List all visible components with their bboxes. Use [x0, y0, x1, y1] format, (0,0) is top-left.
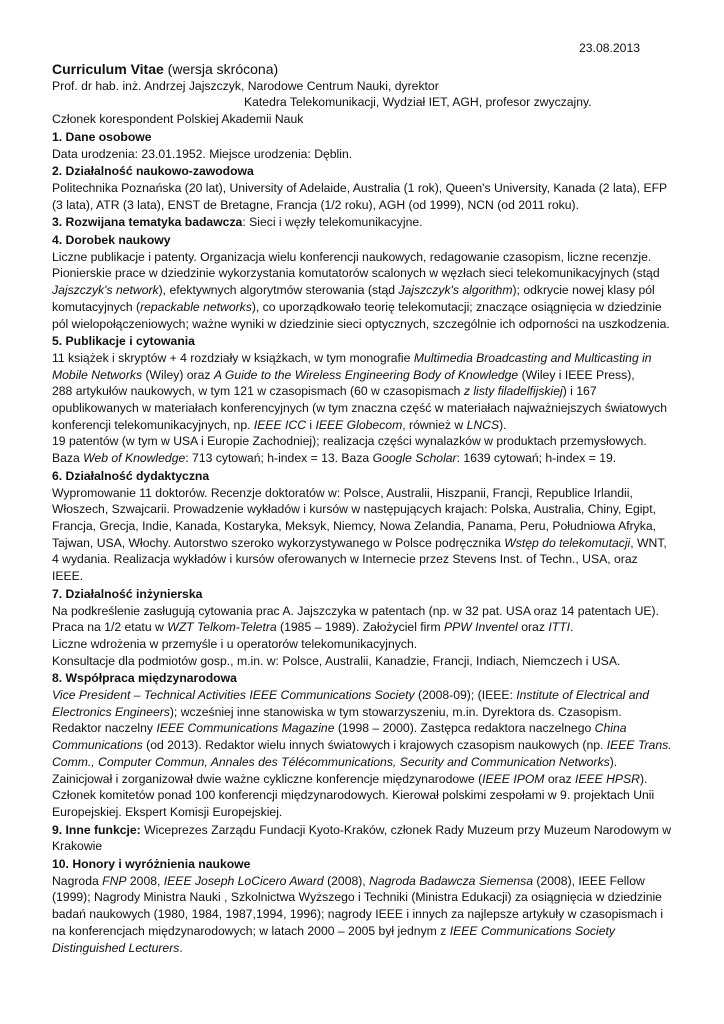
title-bold: Curriculum Vitae — [52, 60, 164, 77]
italic-run: IEEE IPOM — [482, 771, 545, 786]
header-line-1: Prof. dr hab. inż. Andrzej Jajszczyk, Narodowe Centrum Nauki, dyrektor — [52, 78, 439, 93]
italic-run: IEEE Communications Society Distinguished Lecturers — [52, 923, 615, 955]
section-7-line-1: Na podkreślenie zasługują cytowania prac A. Jajszczyka w patentach (np. w 32 pat. USA oraz 14 patentach UE). — [52, 603, 659, 618]
section-1-heading: 1. Dane osobowe — [52, 129, 152, 144]
text-run: , WNT, 4 wydania. Realizacja wykładów i kursów oferowanych w Internecie przez Stevens Inst. of Techn., USA, oraz IEEE. — [52, 535, 667, 584]
text-run: (Wiley) oraz — [142, 367, 214, 382]
section-7-heading: 7. Działalność inżynierska — [52, 586, 203, 601]
section-5-books — [52, 350, 672, 383]
section-7-line-4: Konsultacje dla podmiotów gosp., m.in. w: Polsce, Australii, Kanadzie, Francji, Indiach, Niemczech i USA. — [52, 653, 621, 668]
text-run: Wypromowanie 11 doktorów. Recenzje doktoratów w: Polsce, Australii, Hiszpanii, Francji, Republice Irlandii, Włoszech, Szwajcarii. Prowadzenie wykładów i kursów w następujących krajach: Polska, Australia, Chiny, Egipt, Francja, Grecja, Indie, Kanada, Kostaryka, Meksyk, Niemcy, Nowa Zelandia, Panama, Peru, Południowa Afryka, Tajwan, USA, Włochy. Autorstwo szeroko wykorzystywanego w Polsce podręcznika — [52, 485, 657, 550]
text-run: (od 2013). Redaktor wielu innych światowych i krajowych czasopism naukowych (np. — [142, 738, 607, 753]
section-1-text: Data urodzenia: 23.01.1952. Miejsce urodzenia: Dęblin. — [52, 146, 353, 161]
section-5-heading: 5. Publikacje i cytowania — [52, 334, 195, 349]
section-2-text: Politechnika Poznańska (20 lat), University of Adelaide, Australia (1 rok), Queen's University, Kanada (2 lata), EFP (3 lata), ATR (3 lata), ENST de Bretagne, Francja (1/2 roku), AGH (od 1999), NCN (od 2011 roku). — [52, 180, 667, 212]
document-date: 23.08.2013 — [579, 41, 640, 55]
italic-run: A Guide to the Wireless Engineering Body of Knowledge — [213, 367, 519, 382]
text-run: ), efektywnych algorytmów sterowania (stąd — [158, 283, 399, 298]
section-8-para-4: Członek komitetów ponad 100 konferencji międzynarodowych. Kierował polskimi zespołami w 9. projektach Unii Europejskiej. Ekspert Komisji Europejskiej. — [52, 788, 655, 819]
italic-run: Wstęp do telekomutacji — [504, 535, 631, 550]
section-3-heading: 3. Rozwijana tematyka badawcza — [52, 215, 243, 230]
text-run: : 713 cytowań; h-index = 13. Baza — [185, 451, 373, 466]
text-run: ). — [609, 754, 618, 769]
text-run: ); odkrycie nowej klasy pól komutacyjnych ( — [52, 283, 655, 314]
section-8-para-3 — [52, 771, 672, 788]
text-run: ), co uporządkowało teorię telekomutacji; znaczące osiągnięcia w dziedzinie pól wielopołączeniowych; ważne wyniki w dziedzinie sieci optycznych, szczególnie ich odporności na uszkodzenia. — [52, 299, 670, 331]
text-run: 11 książek i skryptów + 4 rozdziały w książkach, w tym monografie — [52, 350, 414, 365]
text-run: (2008), — [323, 873, 370, 888]
document-title — [52, 60, 672, 78]
text-run: ). — [499, 417, 507, 432]
text-run: oraz — [517, 620, 549, 635]
section-7-line-3: Liczne wdrożenia w przemyśle i u operatorów telekomunikacyjnych. — [52, 636, 418, 651]
italic-run: IEEE Joseph LoCicero Award — [163, 873, 324, 888]
section-10-heading: 10. Honory i wyróżnienia naukowe — [52, 857, 251, 872]
text-run: Baza — [52, 451, 84, 466]
italic-run: Jajszczyk's network — [52, 283, 159, 298]
italic-run: IEEE HPSR — [574, 771, 640, 786]
italic-run: Vice President – Technical Activities IEEE Communications Society — [52, 688, 415, 703]
cv-document — [52, 40, 672, 956]
text-run: Zainicjował i zorganizował dwie ważne cykliczne konferencje międzynarodowe ( — [52, 771, 483, 786]
section-4-text — [52, 249, 672, 333]
italic-run: ITTI — [548, 620, 570, 635]
text-run: ) i 167 opublikowanych w materiałach konferencyjnych (w tym znaczna część w materiałach najważniejszych światowych konferencji telekomunikacyjnych, np. — [52, 384, 668, 432]
section-3-text: : Sieci i węzły telekomunikacyjne. — [242, 215, 423, 230]
italic-run: Institute of Electrical and Electronics Engineers — [52, 688, 650, 719]
italic-run: FNP — [102, 873, 127, 888]
text-run: 2008, — [126, 873, 164, 888]
header-line-3: Członek korespondent Polskiej Akademii Nauk — [52, 112, 304, 127]
text-run: Nagroda — [52, 873, 103, 888]
italic-run: IEEE ICC — [253, 417, 307, 432]
section-6-text — [52, 485, 672, 585]
text-run: oraz — [544, 771, 575, 786]
text-run: (2008), IEEE Fellow (1999); Nagrody Ministra Nauki , Szkolnictwa Wyższego i Techniki (Ministra Edukacji) za osiągnięcia w dziedzinie badań naukowych (1980, 1984, 1987,1994, 1996); nagrody IEEE i innych za najlepsze artykuły w czasopismach i na konferencjach międzynarodowych; w latach 2000 – 2005 był jednym z — [52, 873, 664, 938]
text-run: (1998 – 2000). Zastępca redaktora naczelnego — [334, 721, 595, 736]
italic-run: LNCS — [466, 417, 500, 432]
title-rest: (wersja skrócona) — [163, 60, 279, 77]
italic-run: PPW Inventel — [443, 620, 518, 635]
text-run: ); wcześniej inne stanowiska w tym stowarzyszeniu, m.in. Dyrektora ds. Czasopism. — [169, 704, 622, 719]
section-10-text — [52, 873, 672, 957]
section-5-articles — [52, 383, 672, 433]
italic-run: China Communications — [52, 721, 627, 753]
italic-run: Multimedia Broadcasting and Multicasting in Mobile Networks — [52, 350, 652, 382]
section-8-para-2 — [52, 720, 672, 770]
italic-run: Web of Knowledge — [83, 451, 186, 466]
italic-run: WZT Telkom-Teletra — [167, 620, 277, 635]
section-8-para-1 — [52, 687, 672, 720]
text-run: . — [179, 940, 183, 955]
text-run: (1985 – 1989). Założyciel firm — [276, 620, 444, 635]
header-line-2: Katedra Telekomunikacji, Wydział IET, AGH, profesor zwyczajny. — [244, 95, 592, 110]
text-run: (2008-09); (IEEE: — [414, 688, 517, 703]
italic-run: IEEE Globecom — [315, 417, 403, 432]
section-2-heading: 2. Działalność naukowo-zawodowa — [52, 164, 254, 179]
italic-run: Google Scholar — [372, 451, 457, 466]
text-run: 288 artykułów naukowych, w tym 121 w czasopismach (60 w czasopismach — [52, 384, 464, 399]
section-5-patents: 19 patentów (w tym w USA i Europie Zachodniej); realizacja części wynalazków w produktach przemysłowych. — [52, 434, 647, 449]
section-9-text: Wiceprezes Zarządu Fundacji Kyoto-Kraków, członek Rady Muzeum przy Muzeum Narodowym w Krakowie — [52, 822, 672, 854]
text-run: Redaktor naczelny — [52, 721, 157, 736]
italic-run: IEEE Communications Magazine — [156, 721, 335, 736]
text-run: . — [569, 620, 574, 635]
text-run: Liczne publikacje i patenty. Organizacja wielu konferencji naukowych, redagowanie czasopism, liczne recenzje. Pionierskie prace w dziedzinie wykorzystania komutatorów scalonych w węzłach sieci telekomunikacyjnych (stąd — [52, 249, 660, 281]
text-run: (Wiley i IEEE Press), — [518, 367, 635, 382]
section-6-heading: 6. Działalność dydaktyczna — [52, 468, 210, 483]
text-run: Praca na 1/2 etatu w — [52, 620, 168, 635]
italic-run: repackable networks — [140, 299, 252, 314]
section-8-heading: 8. Współpraca międzynarodowa — [52, 671, 237, 686]
text-run: ). — [639, 771, 648, 786]
section-7-line-2 — [52, 619, 672, 636]
italic-run: Nagroda Badawcza Siemensa — [369, 873, 534, 888]
section-3 — [52, 214, 672, 231]
text-run: : 1639 cytowań; h-index = 19. — [456, 451, 617, 466]
italic-run: z listy filadelfijskiej — [463, 384, 563, 399]
text-run: , również w — [402, 417, 467, 432]
italic-run: IEEE Trans. Comm., Computer Commun, Annales des Télécommunications, Security and Communication Networks — [52, 738, 672, 769]
section-5-citations — [52, 450, 672, 467]
section-4-heading: 4. Dorobek naukowy — [52, 233, 171, 248]
section-9 — [52, 822, 672, 855]
section-9-heading: 9. Inne funkcje: — [52, 822, 141, 837]
italic-run: Jajszczyk's algorithm — [398, 283, 513, 298]
text-run: i — [306, 417, 316, 432]
